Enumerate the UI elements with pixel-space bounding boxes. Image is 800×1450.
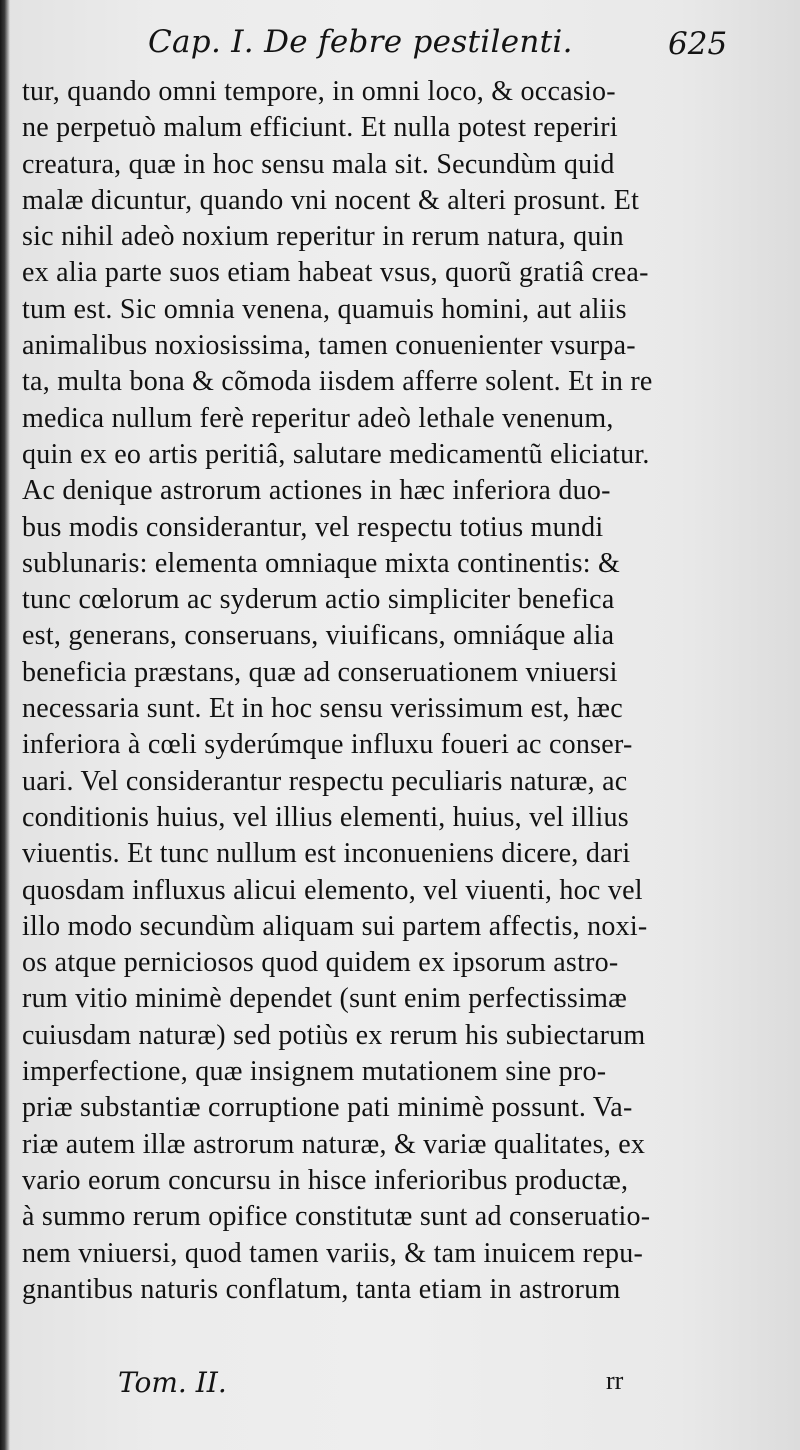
text-line: medica nullum ferè reperitur adeò lethale venenum, xyxy=(22,402,614,434)
text-line: inferiora à cœli syderúmque influxu foueri ac conser- xyxy=(22,729,633,761)
text-line: os atque perniciosos quod quidem ex ipsorum astro- xyxy=(22,947,619,979)
text-line: gnantibus naturis conflatum, tanta etiam in astrorum xyxy=(22,1273,621,1305)
text-line: ex alia parte suos etiam habeat vsus, quorũ gratiâ crea- xyxy=(22,257,649,289)
text-line: necessaria sunt. Et in hoc sensu verissimum est, hæc xyxy=(22,693,623,725)
text-line: Ac denique astrorum actiones in hæc inferiora duo- xyxy=(22,475,611,507)
text-line: bus modis considerantur, vel respectu totius mundi xyxy=(22,511,604,543)
text-line: quin ex eo artis peritiâ, salutare medicamentũ eliciatur. xyxy=(22,438,650,470)
text-line: creatura, quæ in hoc sensu mala sit. Secundùm quid xyxy=(22,148,615,180)
text-line: ne perpetuò malum efficiunt. Et nulla potest reperiri xyxy=(22,112,618,144)
text-line: imperfectione, quæ insignem mutationem sine pro- xyxy=(22,1056,607,1088)
text-line: rum vitio minimè dependet (sunt enim perfectissimæ xyxy=(22,983,628,1015)
text-line: malæ dicuntur, quando vni nocent & alteri prosunt. Et xyxy=(22,184,640,216)
text-line: animalibus noxiosissima, tamen conuenienter vsurpa- xyxy=(22,330,636,362)
page-header xyxy=(0,14,800,74)
text-line: sublunaris: elementa omniaque mixta continentis: & xyxy=(22,547,621,579)
text-line: conditionis huius, vel illius elementi, huius, vel illius xyxy=(22,801,629,833)
running-title: Cap. I. De febre pestilenti. xyxy=(148,24,573,60)
text-line: tum est. Sic omnia venena, quamuis homini, aut aliis xyxy=(22,293,627,325)
text-line: cuiusdam naturæ) sed potiùs ex rerum his subiectarum xyxy=(22,1019,646,1051)
text-line: sic nihil adeò noxium reperitur in rerum natura, quin xyxy=(22,221,624,253)
body-text xyxy=(22,74,790,1308)
text-line: à summo rerum opifice constitutæ sunt ad conseruatio- xyxy=(22,1201,651,1233)
text-line: illo modo secundùm aliquam sui partem affectis, noxi- xyxy=(22,910,648,942)
text-line: priæ substantiæ corruptione pati minimè possunt. Va- xyxy=(22,1092,633,1124)
text-line: quosdam influxus alicui elemento, vel viuenti, hoc vel xyxy=(22,874,643,906)
page-footer xyxy=(0,1362,800,1412)
text-line: vario eorum concursu in hisce inferioribus productæ, xyxy=(22,1164,629,1196)
text-line: riæ autem illæ astrorum naturæ, & variæ qualitates, ex xyxy=(22,1128,646,1160)
text-line: uari. Vel considerantur respectu peculiaris naturæ, ac xyxy=(22,765,628,797)
text-line: viuentis. Et tunc nullum est inconueniens dicere, dari xyxy=(22,838,631,870)
page-number: 625 xyxy=(668,26,728,62)
text-line: ta, multa bona & cõmoda iisdem afferre solent. Et in re xyxy=(22,366,653,398)
signature-mark: Tom. II. xyxy=(118,1366,227,1399)
text-line: tur, quando omni tempore, in omni loco, & occasio- xyxy=(22,76,616,107)
catchword: rr xyxy=(606,1366,624,1395)
page-gutter-shadow xyxy=(0,0,10,1450)
text-line: beneficia præstans, quæ ad conseruationem vniuersi xyxy=(22,656,618,688)
text-line: nem vniuersi, quod tamen variis, & tam inuicem repu- xyxy=(22,1237,644,1269)
text-line: est, generans, conseruans, viuificans, omniáque alia xyxy=(22,620,615,652)
text-line: tunc cœlorum ac syderum actio simpliciter benefica xyxy=(22,584,615,616)
